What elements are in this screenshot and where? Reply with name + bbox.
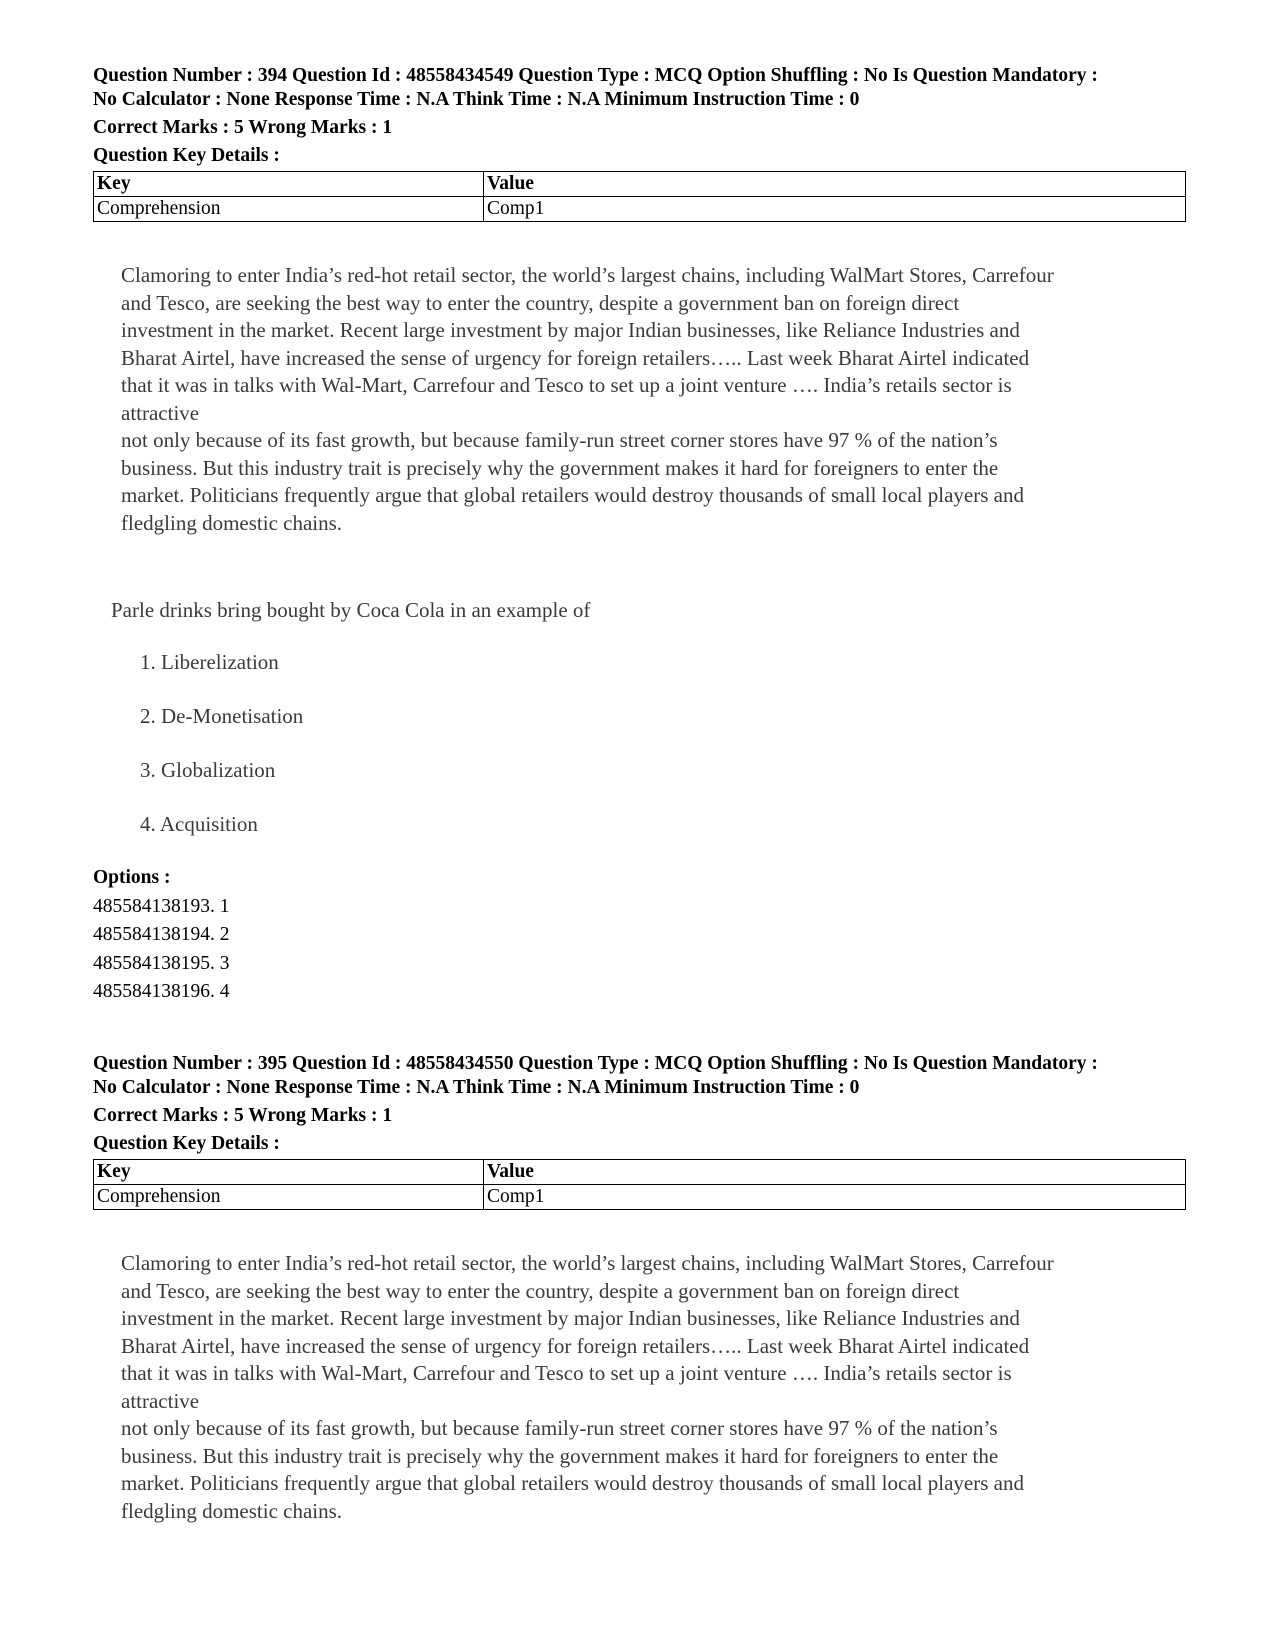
- passage-line: attractive: [121, 1388, 200, 1413]
- options-list: [93, 864, 230, 1007]
- passage-line: business. But this industry trait is precisely why the government makes it hard for foreigners to enter the: [121, 1443, 999, 1468]
- key-header: Key: [94, 1160, 484, 1185]
- options-label: Options :: [93, 867, 171, 888]
- option-item: 485584138193. 1: [93, 895, 230, 917]
- key-header: Key: [94, 172, 484, 197]
- passage-line: investment in the market. Recent large investment by major Indian businesses, like Reliance Industries and: [121, 1306, 1020, 1330]
- comprehension-passage: [121, 262, 1191, 537]
- choice-3: 3. Globalization: [140, 758, 276, 782]
- key-value-table: [93, 1159, 1186, 1210]
- question-meta-line-2: No Calculator : None Response Time : N.A Think Time : N.A Minimum Instruction Time : 0: [93, 1077, 860, 1098]
- passage-line: not only because of its fast growth, but because family-run street corner stores have 97 % of the nation’s: [121, 428, 998, 452]
- passage-line: that it was in talks with Wal-Mart, Carrefour and Tesco to set up a joint venture …. India’s retails sector is: [121, 373, 1012, 397]
- option-item: 485584138194. 2: [93, 924, 230, 945]
- key-cell: Comprehension: [94, 1185, 484, 1210]
- option-item: 485584138196. 4: [93, 981, 230, 1002]
- value-header: Value: [484, 1160, 1186, 1185]
- key-cell: Comprehension: [94, 197, 484, 222]
- key-details-label: Question Key Details :: [93, 1133, 280, 1154]
- passage-line: that it was in talks with Wal-Mart, Carrefour and Tesco to set up a joint venture …. India’s retails sector is: [121, 1361, 1012, 1385]
- choice-2: 2. De-Monetisation: [140, 704, 304, 728]
- marks-line: Correct Marks : 5 Wrong Marks : 1: [93, 1105, 393, 1126]
- question-394-header: [93, 64, 1188, 222]
- passage-line: market. Politicians frequently argue that global retailers would destroy thousands of small local players and: [121, 1471, 1024, 1495]
- value-header: Value: [484, 172, 1186, 197]
- question-395-header: [93, 1052, 1188, 1210]
- passage-line: and Tesco, are seeking the best way to enter the country, despite a government ban on foreign direct: [121, 1278, 960, 1303]
- passage-line: investment in the market. Recent large investment by major Indian businesses, like Reliance Industries and: [121, 318, 1020, 342]
- value-cell: Comp1: [484, 1185, 1186, 1210]
- passage-line: Bharat Airtel, have increased the sense of urgency for foreign retailers….. Last week Bharat Airtel indicated: [121, 345, 1030, 370]
- key-details-label: Question Key Details :: [93, 145, 280, 166]
- passage-line: market. Politicians frequently argue that global retailers would destroy thousands of small local players and: [121, 483, 1024, 507]
- choice-1: 1. Liberelization: [140, 650, 279, 674]
- passage-line: Bharat Airtel, have increased the sense of urgency for foreign retailers….. Last week Bharat Airtel indicated: [121, 1333, 1030, 1358]
- passage-line: not only because of its fast growth, but because family-run street corner stores have 97 % of the nation’s: [121, 1416, 998, 1440]
- choice-4: 4. Acquisition: [140, 812, 258, 836]
- question-meta-line-1: Question Number : 394 Question Id : 48558434549 Question Type : MCQ Option Shuffling : No Is Question Mandatory :: [93, 65, 1098, 86]
- key-value-table: [93, 171, 1186, 222]
- passage-line: and Tesco, are seeking the best way to enter the country, despite a government ban on foreign direct: [121, 290, 960, 315]
- passage-line: business. But this industry trait is precisely why the government makes it hard for foreigners to enter the: [121, 455, 999, 480]
- question-meta-line-1: Question Number : 395 Question Id : 48558434550 Question Type : MCQ Option Shuffling : No Is Question Mandatory :: [93, 1053, 1098, 1074]
- passage-line: fledgling domestic chains.: [121, 1498, 343, 1523]
- passage-line: Clamoring to enter India’s red-hot retail sector, the world’s largest chains, including WalMart Stores, Carrefour: [121, 263, 1054, 287]
- passage-line: fledgling domestic chains.: [121, 510, 343, 535]
- passage-line: Clamoring to enter India’s red-hot retail sector, the world’s largest chains, including WalMart Stores, Carrefour: [121, 1251, 1054, 1275]
- value-cell: Comp1: [484, 197, 1186, 222]
- question-text: Parle drinks bring bought by Coca Cola in an example of: [111, 598, 591, 622]
- passage-line: attractive: [121, 400, 200, 425]
- option-item: 485584138195. 3: [93, 952, 230, 974]
- marks-line: Correct Marks : 5 Wrong Marks : 1: [93, 117, 393, 138]
- question-meta-line-2: No Calculator : None Response Time : N.A Think Time : N.A Minimum Instruction Time : 0: [93, 89, 860, 110]
- comprehension-passage: [121, 1250, 1191, 1525]
